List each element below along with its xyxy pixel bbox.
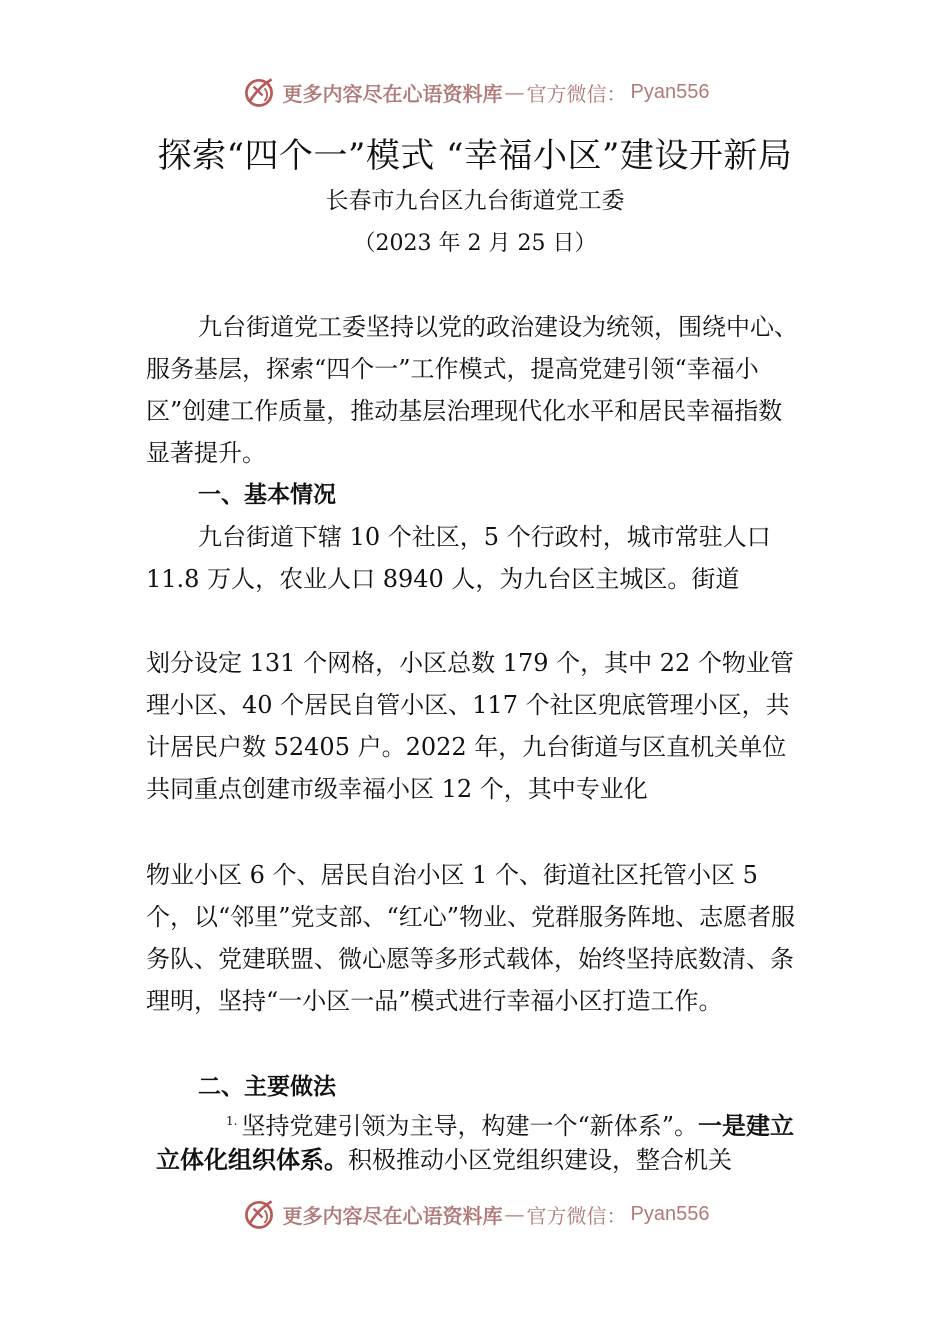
brand-logo-icon: [241, 1196, 277, 1232]
watermark-brand: 更多内容尽在心语资料库: [282, 1203, 503, 1228]
document-date: （2023 年 2 月 25 日）: [353, 231, 597, 256]
watermark-bottom: [0, 1194, 950, 1234]
watermark-wechat-label: 官方微信：: [526, 81, 627, 106]
watermark-top: [0, 72, 950, 112]
section1-heading: 一、基本情况: [198, 482, 336, 508]
document-title: 探索“四个一”模式 “幸福小区”建设开新局: [157, 136, 793, 176]
watermark-brand: 更多内容尽在心语资料库: [282, 81, 503, 106]
watermark-dash: —: [504, 80, 525, 104]
item1-bold: 一是建立立体化组织体系。: [156, 1112, 794, 1174]
item1-number: 1.: [226, 1114, 238, 1128]
section1-paragraph-3: 物业小区 6 个、居民自治小区 1 个、街道社区托管小区 5 个，以“邻里”党支部、“红心”物业、党群服务阵地、志愿者服务队、党建联盟、微心愿等多形式载体，始终坚持底数清、条理明，坚持“一小区一品”模式进行幸福小区打造工作。: [146, 861, 796, 1015]
watermark-wechat-id: Pyan556: [630, 1202, 710, 1225]
item1-text: 坚持党建引领为主导，构建一个“新体系”。: [241, 1112, 698, 1140]
watermark-dash: —: [504, 1202, 525, 1226]
section1-paragraph-1: 九台街道下辖 10 个社区，5 个行政村，城市常驻人口 11.8 万人，农业人口 8940 人，为九台区主城区。街道: [146, 523, 771, 593]
watermark-wechat-id: Pyan556: [630, 80, 710, 103]
section1-paragraph-2: 划分设定 131 个网格，小区总数 179 个，其中 22 个物业管理小区、40 个居民自管小区、117 个社区兜底管理小区，共计居民户数 52405 户。2022 年，九台街道与区直机关单位共同重点创建市级幸福小区 12 个，其中专业化: [146, 649, 794, 803]
section2-heading: 二、主要做法: [198, 1074, 336, 1100]
document-author: 长春市九台区九台街道党工委: [325, 188, 625, 214]
watermark-wechat-label: 官方微信：: [526, 1203, 627, 1228]
item1-rest: 积极推动小区党组织建设，整合机关: [348, 1146, 732, 1174]
intro-paragraph: 九台街道党工委坚持以党的政治建设为统领，围绕中心、服务基层，探索“四个一”工作模式，提高党建引领“幸福小区”创建工作质量，推动基层治理现代化水平和居民幸福指数显著提升。: [146, 313, 798, 467]
brand-logo-icon: [241, 74, 277, 110]
section2-item-1: [156, 1104, 806, 1177]
